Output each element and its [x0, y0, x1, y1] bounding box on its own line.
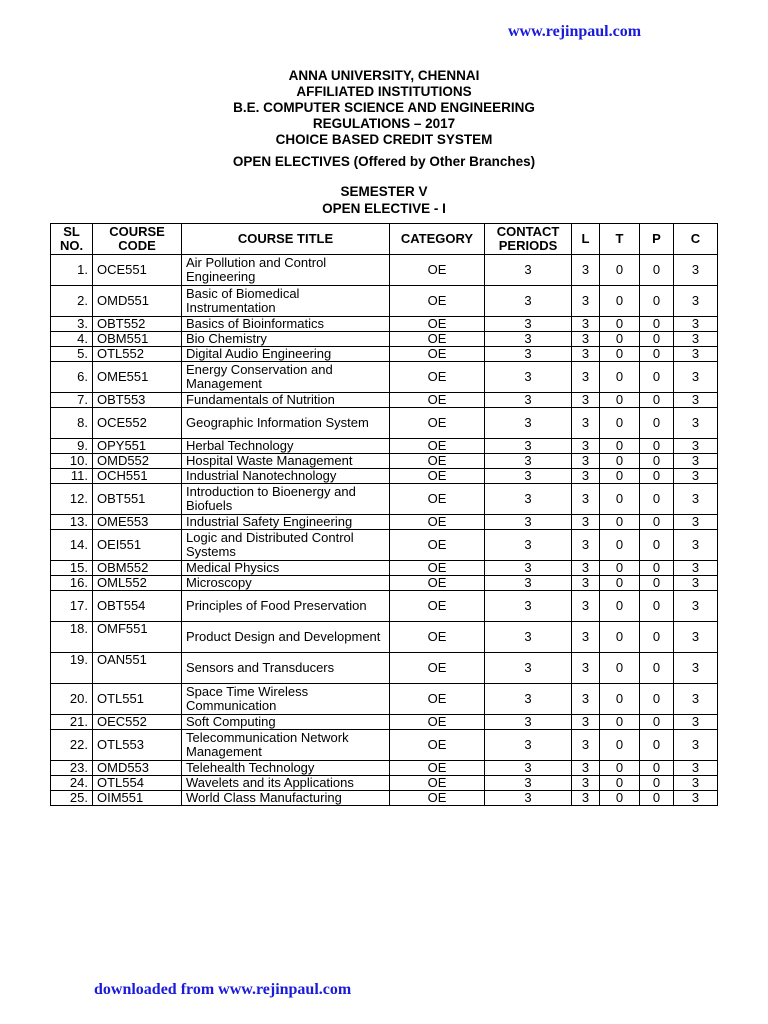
cell-category: OE	[390, 362, 485, 393]
cell-course-code: OCE552	[93, 408, 182, 439]
col-header-p: P	[640, 224, 674, 255]
cell-t: 0	[600, 576, 640, 591]
cell-p: 0	[640, 761, 674, 776]
cell-p: 0	[640, 530, 674, 561]
cell-l: 3	[572, 653, 600, 684]
cell-contact-periods: 3	[485, 761, 572, 776]
cell-category: OE	[390, 715, 485, 730]
col-header-c: C	[674, 224, 718, 255]
cell-l: 3	[572, 454, 600, 469]
cell-category: OE	[390, 286, 485, 317]
cell-t: 0	[600, 484, 640, 515]
cell-course-title: Space Time Wireless Communication	[182, 684, 390, 715]
table-row	[51, 393, 718, 408]
cell-course-title: Energy Conservation and Management	[182, 362, 390, 393]
institutions-heading: AFFILIATED INSTITUTIONS	[296, 84, 472, 99]
cell-course-code: OBT554	[93, 591, 182, 622]
cell-p: 0	[640, 408, 674, 439]
cell-c: 3	[674, 347, 718, 362]
table-row	[51, 776, 718, 791]
cell-course-title: Telehealth Technology	[182, 761, 390, 776]
cell-l: 3	[572, 332, 600, 347]
cell-contact-periods: 3	[485, 791, 572, 806]
cell-p: 0	[640, 715, 674, 730]
cell-sl-no: 12.	[51, 484, 93, 515]
cell-t: 0	[600, 791, 640, 806]
cell-contact-periods: 3	[485, 515, 572, 530]
cell-course-title: Telecommunication Network Management	[182, 730, 390, 761]
cell-c: 3	[674, 439, 718, 454]
cell-course-title: Soft Computing	[182, 715, 390, 730]
cell-l: 3	[572, 561, 600, 576]
table-row	[51, 591, 718, 622]
cell-l: 3	[572, 591, 600, 622]
website-link-top[interactable]: www.rejinpaul.com	[508, 23, 642, 40]
cell-sl-no: 7.	[51, 393, 93, 408]
cell-sl-no: 6.	[51, 362, 93, 393]
cell-l: 3	[572, 791, 600, 806]
cell-contact-periods: 3	[485, 730, 572, 761]
cell-sl-no: 15.	[51, 561, 93, 576]
cell-course-title: Herbal Technology	[182, 439, 390, 454]
cell-course-title: Air Pollution and Control Engineering	[182, 255, 390, 286]
cell-course-title: Basic of Biomedical Instrumentation	[182, 286, 390, 317]
table-row	[51, 530, 718, 561]
cell-contact-periods: 3	[485, 484, 572, 515]
cell-category: OE	[390, 622, 485, 653]
cell-l: 3	[572, 730, 600, 761]
cell-p: 0	[640, 684, 674, 715]
cell-category: OE	[390, 515, 485, 530]
table-row	[51, 791, 718, 806]
cell-contact-periods: 3	[485, 715, 572, 730]
cell-p: 0	[640, 622, 674, 653]
cell-contact-periods: 3	[485, 393, 572, 408]
elective-heading: OPEN ELECTIVE - I	[322, 201, 446, 216]
cell-t: 0	[600, 684, 640, 715]
table-row	[51, 454, 718, 469]
cell-c: 3	[674, 684, 718, 715]
cell-sl-no: 21.	[51, 715, 93, 730]
table-row	[51, 255, 718, 286]
cell-l: 3	[572, 622, 600, 653]
cell-course-title: Introduction to Bioenergy and Biofuels	[182, 484, 390, 515]
cell-t: 0	[600, 515, 640, 530]
cell-t: 0	[600, 255, 640, 286]
cell-course-code: OTL554	[93, 776, 182, 791]
cell-l: 3	[572, 684, 600, 715]
cell-category: OE	[390, 653, 485, 684]
cell-contact-periods: 3	[485, 653, 572, 684]
col-header-contact-periods: CONTACT PERIODS	[485, 224, 572, 255]
cell-p: 0	[640, 393, 674, 408]
cell-course-title: World Class Manufacturing	[182, 791, 390, 806]
cell-t: 0	[600, 317, 640, 332]
cell-t: 0	[600, 393, 640, 408]
cell-course-code: OAN551	[93, 653, 182, 684]
table-row	[51, 761, 718, 776]
cell-sl-no: 4.	[51, 332, 93, 347]
cell-contact-periods: 3	[485, 454, 572, 469]
cell-t: 0	[600, 776, 640, 791]
table-row	[51, 484, 718, 515]
cell-contact-periods: 3	[485, 684, 572, 715]
cell-l: 3	[572, 576, 600, 591]
cell-contact-periods: 3	[485, 469, 572, 484]
cell-c: 3	[674, 761, 718, 776]
cell-p: 0	[640, 653, 674, 684]
table-row	[51, 439, 718, 454]
cell-l: 3	[572, 439, 600, 454]
cell-course-code: OMD553	[93, 761, 182, 776]
open-elective-table	[50, 223, 718, 806]
cell-sl-no: 22.	[51, 730, 93, 761]
cell-course-title: Digital Audio Engineering	[182, 347, 390, 362]
cell-course-title: Principles of Food Preservation	[182, 591, 390, 622]
open-electives-subtitle: OPEN ELECTIVES (Offered by Other Branches)	[232, 154, 536, 169]
col-header-sl-no: SL NO.	[51, 224, 93, 255]
cell-c: 3	[674, 591, 718, 622]
cell-course-code: OBT552	[93, 317, 182, 332]
cell-c: 3	[674, 515, 718, 530]
cell-sl-no: 8.	[51, 408, 93, 439]
cell-c: 3	[674, 561, 718, 576]
cell-l: 3	[572, 530, 600, 561]
website-link-bottom[interactable]: downloaded from www.rejinpaul.com	[94, 981, 352, 998]
cell-sl-no: 19.	[51, 653, 93, 684]
cell-sl-no: 17.	[51, 591, 93, 622]
cell-category: OE	[390, 776, 485, 791]
cell-c: 3	[674, 469, 718, 484]
col-header-course-code: COURSE CODE	[93, 224, 182, 255]
cell-p: 0	[640, 255, 674, 286]
table-row	[51, 653, 718, 684]
programme-heading: B.E. COMPUTER SCIENCE AND ENGINEERING	[233, 100, 535, 115]
cell-l: 3	[572, 408, 600, 439]
col-header-course-title: COURSE TITLE	[182, 224, 390, 255]
table-row	[51, 622, 718, 653]
cell-p: 0	[640, 317, 674, 332]
cell-category: OE	[390, 317, 485, 332]
cell-l: 3	[572, 255, 600, 286]
cell-course-title: Medical Physics	[182, 561, 390, 576]
cell-course-code: OBT551	[93, 484, 182, 515]
cell-contact-periods: 3	[485, 591, 572, 622]
cell-category: OE	[390, 684, 485, 715]
cell-course-code: OEI551	[93, 530, 182, 561]
table-row	[51, 515, 718, 530]
table-row	[51, 469, 718, 484]
cell-category: OE	[390, 591, 485, 622]
cell-sl-no: 23.	[51, 761, 93, 776]
cell-category: OE	[390, 761, 485, 776]
regulations-heading: REGULATIONS – 2017	[312, 116, 456, 131]
col-header-category: CATEGORY	[390, 224, 485, 255]
table-row	[51, 684, 718, 715]
cell-c: 3	[674, 317, 718, 332]
cell-c: 3	[674, 332, 718, 347]
cell-course-code: OTL552	[93, 347, 182, 362]
cell-course-title: Industrial Nanotechnology	[182, 469, 390, 484]
cell-category: OE	[390, 469, 485, 484]
cell-sl-no: 20.	[51, 684, 93, 715]
cell-contact-periods: 3	[485, 622, 572, 653]
cell-sl-no: 24.	[51, 776, 93, 791]
cell-category: OE	[390, 791, 485, 806]
cell-t: 0	[600, 561, 640, 576]
cell-c: 3	[674, 393, 718, 408]
cell-course-code: OCH551	[93, 469, 182, 484]
cell-course-title: Bio Chemistry	[182, 332, 390, 347]
cell-sl-no: 14.	[51, 530, 93, 561]
cell-l: 3	[572, 286, 600, 317]
cell-t: 0	[600, 622, 640, 653]
cell-course-code: OME553	[93, 515, 182, 530]
cell-contact-periods: 3	[485, 530, 572, 561]
cell-c: 3	[674, 530, 718, 561]
table-row	[51, 332, 718, 347]
cell-course-code: OPY551	[93, 439, 182, 454]
cell-t: 0	[600, 408, 640, 439]
cell-p: 0	[640, 591, 674, 622]
cell-sl-no: 9.	[51, 439, 93, 454]
cell-t: 0	[600, 454, 640, 469]
cell-c: 3	[674, 484, 718, 515]
cell-l: 3	[572, 715, 600, 730]
cell-l: 3	[572, 484, 600, 515]
cell-sl-no: 5.	[51, 347, 93, 362]
cell-category: OE	[390, 393, 485, 408]
cell-course-title: Hospital Waste Management	[182, 454, 390, 469]
cell-course-code: OIM551	[93, 791, 182, 806]
cell-t: 0	[600, 761, 640, 776]
cell-t: 0	[600, 286, 640, 317]
cell-t: 0	[600, 439, 640, 454]
table-row	[51, 317, 718, 332]
cell-course-code: OEC552	[93, 715, 182, 730]
cell-contact-periods: 3	[485, 439, 572, 454]
cell-l: 3	[572, 362, 600, 393]
cell-l: 3	[572, 469, 600, 484]
cell-course-code: OME551	[93, 362, 182, 393]
cell-course-code: OCE551	[93, 255, 182, 286]
cell-course-title: Logic and Distributed Control Systems	[182, 530, 390, 561]
cell-category: OE	[390, 730, 485, 761]
cell-c: 3	[674, 791, 718, 806]
cell-t: 0	[600, 730, 640, 761]
cell-course-code: OML552	[93, 576, 182, 591]
cell-c: 3	[674, 362, 718, 393]
cell-c: 3	[674, 622, 718, 653]
system-heading: CHOICE BASED CREDIT SYSTEM	[275, 132, 493, 147]
cell-c: 3	[674, 576, 718, 591]
table-row	[51, 347, 718, 362]
cell-sl-no: 3.	[51, 317, 93, 332]
cell-course-title: Wavelets and its Applications	[182, 776, 390, 791]
cell-sl-no: 1.	[51, 255, 93, 286]
cell-p: 0	[640, 439, 674, 454]
cell-c: 3	[674, 408, 718, 439]
cell-contact-periods: 3	[485, 408, 572, 439]
cell-contact-periods: 3	[485, 362, 572, 393]
col-header-t: T	[600, 224, 640, 255]
cell-course-title: Industrial Safety Engineering	[182, 515, 390, 530]
cell-p: 0	[640, 347, 674, 362]
cell-sl-no: 16.	[51, 576, 93, 591]
cell-course-code: OBM551	[93, 332, 182, 347]
col-header-l: L	[572, 224, 600, 255]
cell-category: OE	[390, 332, 485, 347]
cell-p: 0	[640, 469, 674, 484]
cell-p: 0	[640, 730, 674, 761]
table-row	[51, 286, 718, 317]
cell-l: 3	[572, 393, 600, 408]
cell-contact-periods: 3	[485, 332, 572, 347]
cell-course-title: Sensors and Transducers	[182, 653, 390, 684]
cell-p: 0	[640, 791, 674, 806]
cell-category: OE	[390, 454, 485, 469]
cell-category: OE	[390, 408, 485, 439]
table-row	[51, 715, 718, 730]
table-row	[51, 576, 718, 591]
cell-sl-no: 11.	[51, 469, 93, 484]
cell-category: OE	[390, 347, 485, 362]
cell-course-title: Geographic Information System	[182, 408, 390, 439]
cell-course-title: Microscopy	[182, 576, 390, 591]
cell-l: 3	[572, 761, 600, 776]
cell-contact-periods: 3	[485, 286, 572, 317]
cell-p: 0	[640, 776, 674, 791]
cell-t: 0	[600, 715, 640, 730]
cell-p: 0	[640, 286, 674, 317]
cell-p: 0	[640, 484, 674, 515]
cell-course-title: Fundamentals of Nutrition	[182, 393, 390, 408]
cell-l: 3	[572, 515, 600, 530]
table-row	[51, 362, 718, 393]
table-row	[51, 561, 718, 576]
cell-sl-no: 13.	[51, 515, 93, 530]
cell-c: 3	[674, 715, 718, 730]
cell-sl-no: 2.	[51, 286, 93, 317]
cell-contact-periods: 3	[485, 347, 572, 362]
table-row	[51, 730, 718, 761]
cell-t: 0	[600, 591, 640, 622]
cell-l: 3	[572, 776, 600, 791]
cell-t: 0	[600, 653, 640, 684]
cell-t: 0	[600, 530, 640, 561]
cell-t: 0	[600, 469, 640, 484]
semester-heading: SEMESTER V	[340, 184, 428, 199]
cell-p: 0	[640, 332, 674, 347]
table-row	[51, 408, 718, 439]
cell-category: OE	[390, 439, 485, 454]
cell-course-title: Basics of Bioinformatics	[182, 317, 390, 332]
cell-t: 0	[600, 332, 640, 347]
cell-contact-periods: 3	[485, 561, 572, 576]
cell-course-code: OMF551	[93, 622, 182, 653]
cell-contact-periods: 3	[485, 317, 572, 332]
cell-category: OE	[390, 255, 485, 286]
cell-contact-periods: 3	[485, 576, 572, 591]
cell-l: 3	[572, 347, 600, 362]
cell-t: 0	[600, 362, 640, 393]
cell-category: OE	[390, 576, 485, 591]
table-header-row	[51, 224, 718, 255]
cell-course-title: Product Design and Development	[182, 622, 390, 653]
cell-course-code: OBM552	[93, 561, 182, 576]
cell-l: 3	[572, 317, 600, 332]
cell-t: 0	[600, 347, 640, 362]
cell-p: 0	[640, 362, 674, 393]
cell-c: 3	[674, 255, 718, 286]
cell-c: 3	[674, 454, 718, 469]
cell-category: OE	[390, 484, 485, 515]
university-name: ANNA UNIVERSITY, CHENNAI	[288, 68, 480, 83]
cell-sl-no: 18.	[51, 622, 93, 653]
cell-c: 3	[674, 776, 718, 791]
cell-c: 3	[674, 286, 718, 317]
cell-sl-no: 10.	[51, 454, 93, 469]
cell-c: 3	[674, 730, 718, 761]
cell-c: 3	[674, 653, 718, 684]
cell-course-code: OTL553	[93, 730, 182, 761]
cell-course-code: OTL551	[93, 684, 182, 715]
cell-contact-periods: 3	[485, 255, 572, 286]
cell-p: 0	[640, 561, 674, 576]
cell-category: OE	[390, 561, 485, 576]
cell-course-code: OMD552	[93, 454, 182, 469]
cell-contact-periods: 3	[485, 776, 572, 791]
cell-p: 0	[640, 454, 674, 469]
cell-p: 0	[640, 515, 674, 530]
cell-course-code: OBT553	[93, 393, 182, 408]
cell-course-code: OMD551	[93, 286, 182, 317]
cell-sl-no: 25.	[51, 791, 93, 806]
cell-p: 0	[640, 576, 674, 591]
cell-category: OE	[390, 530, 485, 561]
